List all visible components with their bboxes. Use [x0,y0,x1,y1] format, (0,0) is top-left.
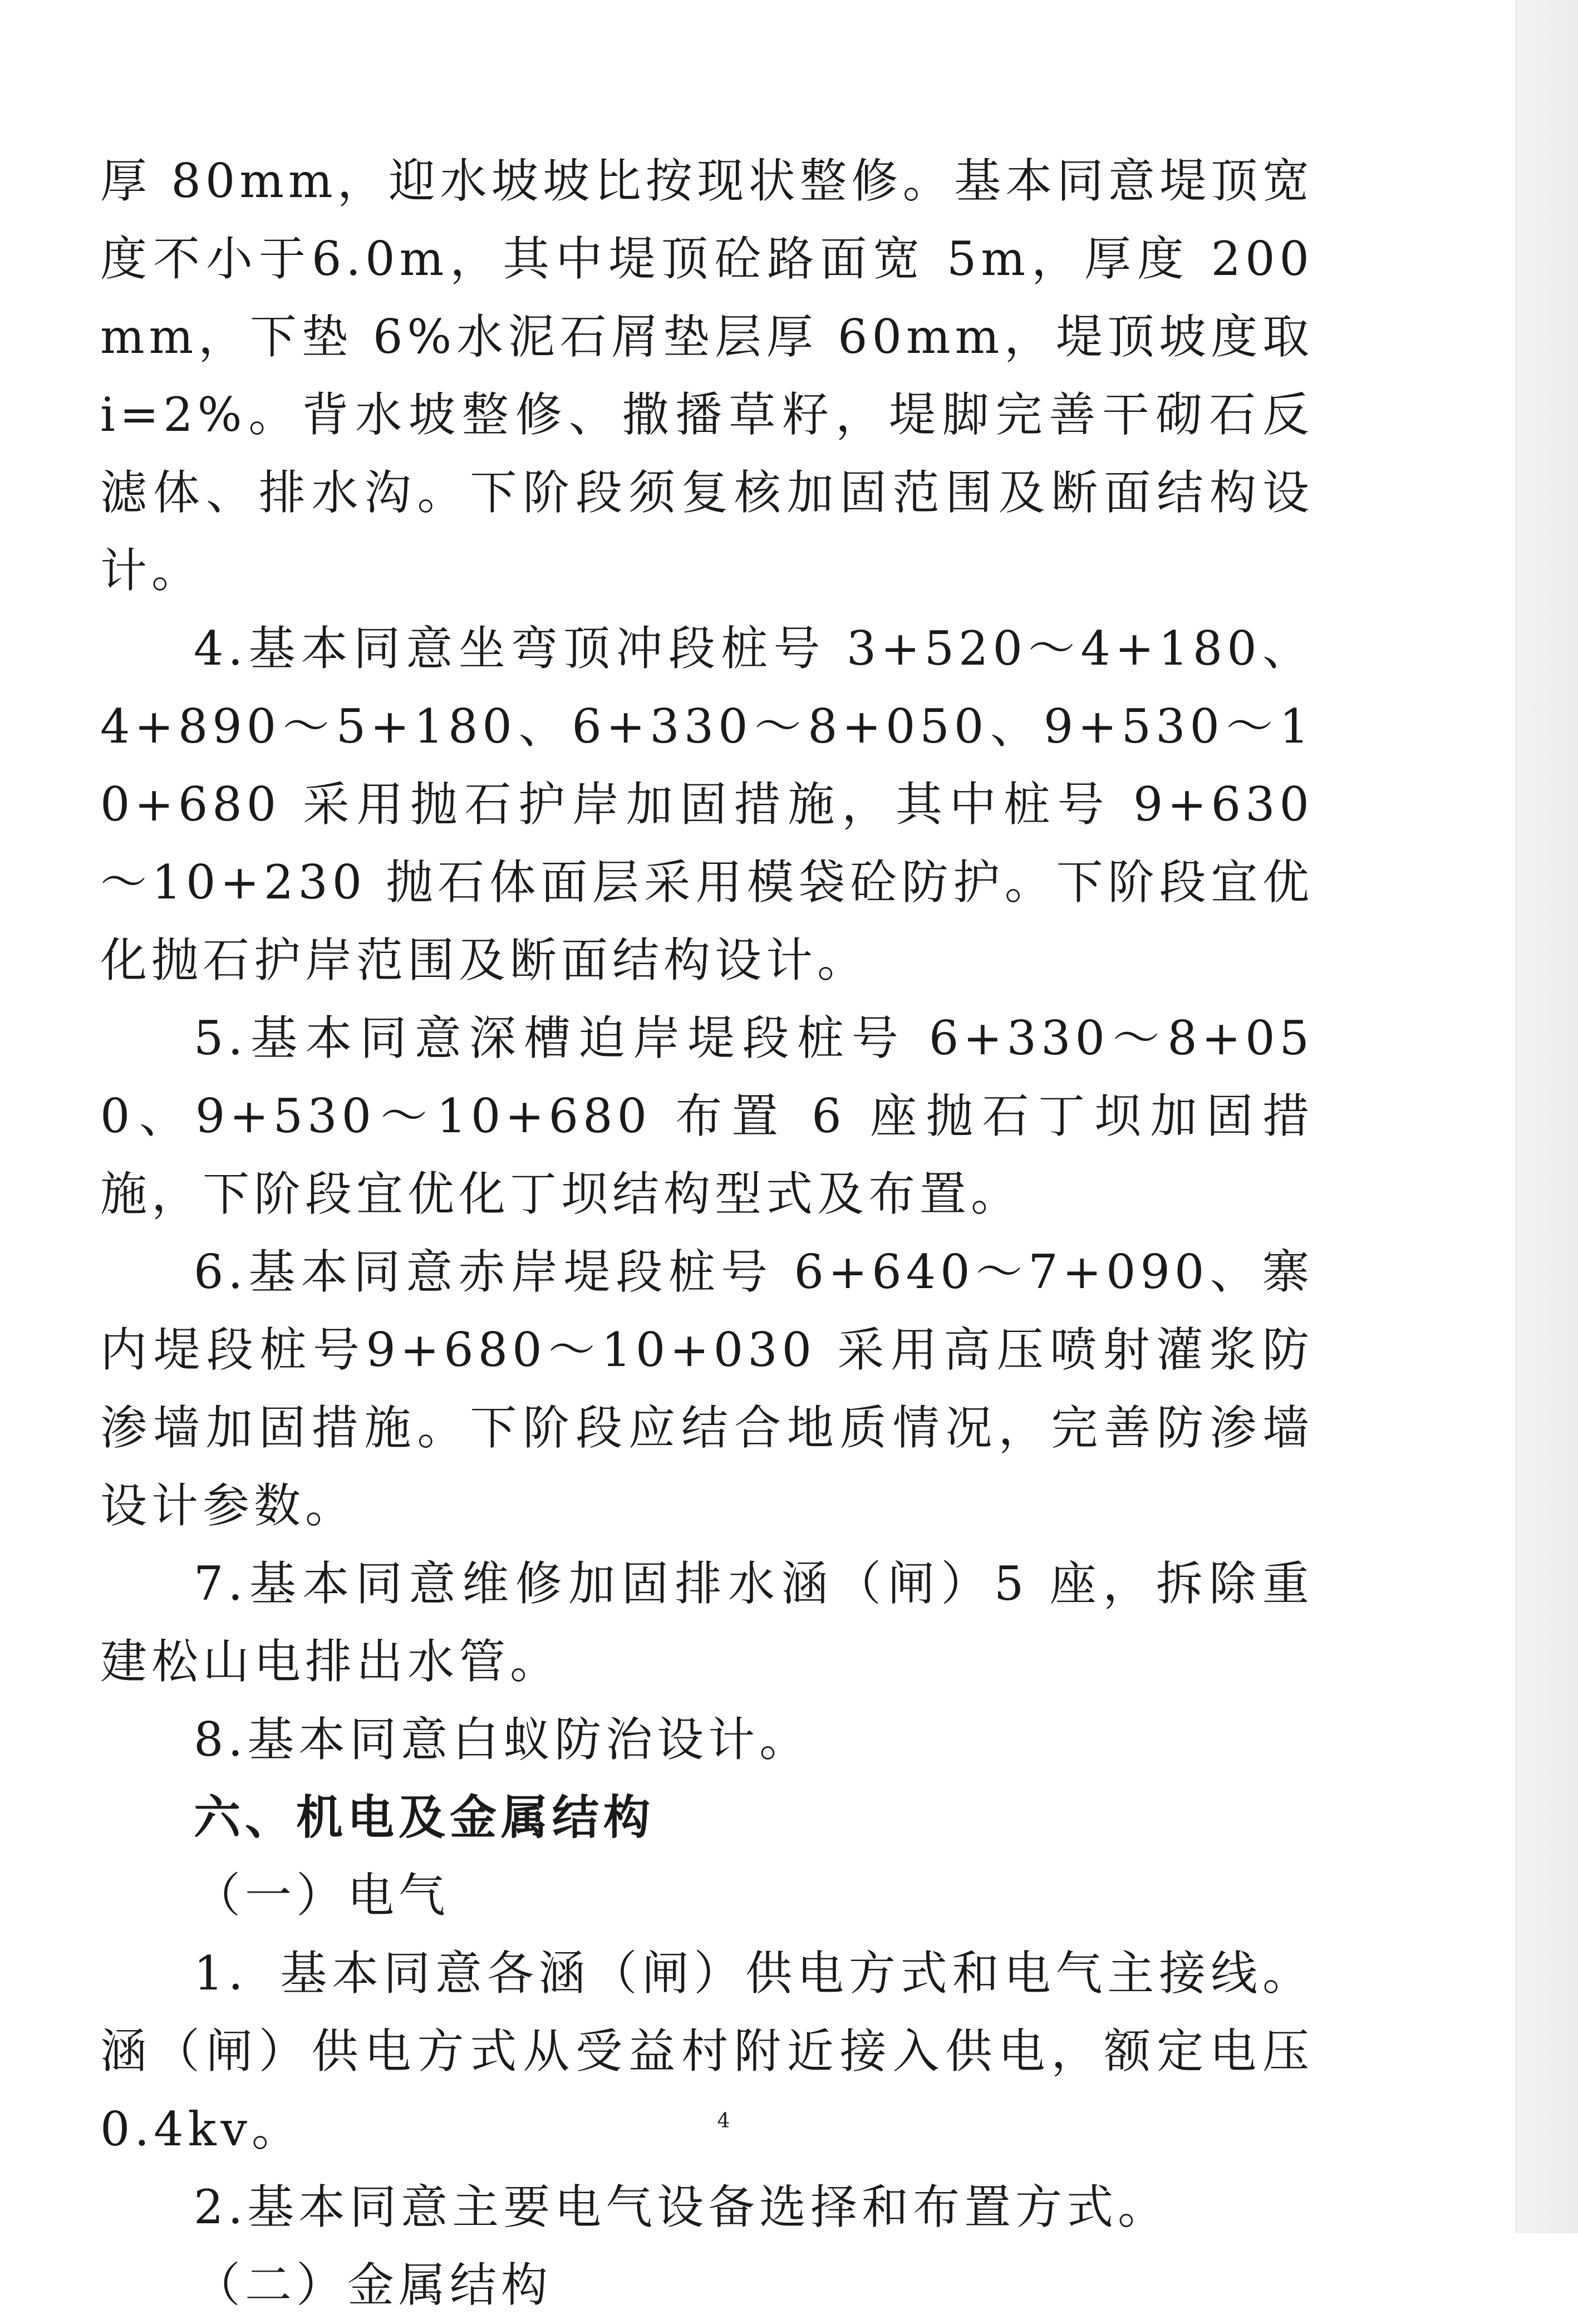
page-number: 4 [717,2110,730,2133]
subsection-heading-metal-structure: （二）金属结构 [194,2258,553,2312]
paragraph-item-7-culverts: 7.基本同意维修加固排水涵（闸）5 座，拆除重建松山电排出水管。 [100,1556,1314,1689]
document-body [100,142,1314,2324]
paragraph-item-5-spur-dikes: 5.基本同意深槽迫岸堤段桩号 6+330～8+050、9+530～10+680 布置 6 座抛石丁坝加固措施，下阶段宜优化丁坝结构型式及布置。 [100,1011,1314,1221]
section-heading-electromechanical: 六、机电及金属结构 [194,1790,655,1845]
paragraph-item-8-termite: 8.基本同意白蚁防治设计。 [194,1712,811,1767]
paragraph-item-4-riprap: 4.基本同意坐弯顶冲段桩号 3+520～4+180、4+890～5+180、6+330～8+050、9+530～10+680 采用抛石护岸加固措施，其中桩号 9+630～10+230 抛石体面层采用模袋砼防护。下阶段宜优化抛石护岸范围及断面结构设计。 [100,621,1314,987]
paragraph-electrical-item-2: 2.基本同意主要电气设备选择和布置方式。 [194,2180,1169,2234]
paragraph-item-6-cutoff-wall: 6.基本同意赤岸堤段桩号 6+640～7+090、寨内堤段桩号9+680～10+030 采用高压喷射灌浆防渗墙加固措施。下阶段应结合地质情况，完善防渗墙设计参数。 [100,1245,1314,1533]
paragraph-embankment-crest: 厚 80mm，迎水坡坡比按现状整修。基本同意堤顶宽度不小于6.0m，其中堤顶砼路面宽 5m，厚度 200mm，下垫 6%水泥石屑垫层厚 60mm，堤顶坡度取 i=2%。背水坡整修、撒播草籽，堤脚完善干砌石反滤体、排水沟。下阶段须复核加固范围及断面结构设计。 [100,154,1314,598]
page-edge-shadow [1516,0,1578,2233]
paragraph-electrical-item-1: 1．基本同意各涵（闸）供电方式和电气主接线。涵（闸）供电方式从受益村附近接入供电，额定电压 0.4kv。 [100,1946,1314,2156]
subsection-heading-electrical: （一）电气 [194,1868,450,1923]
